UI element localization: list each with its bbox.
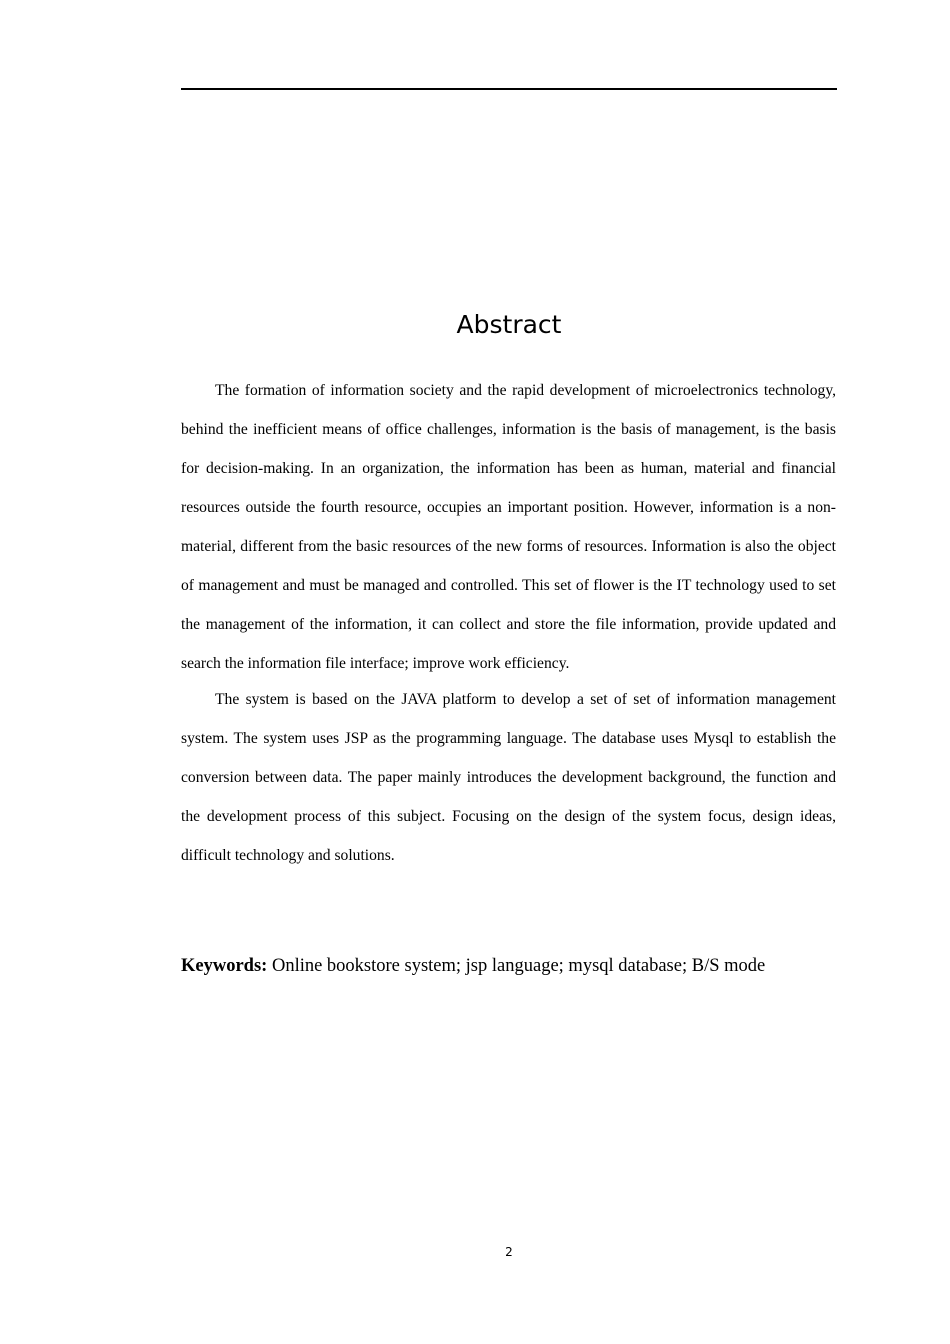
- abstract-title: Abstract: [456, 310, 562, 339]
- abstract-paragraph: The formation of information society and the rapid development of microelectronics technology, behind the inefficient means of office challenges, information is the basis of management, is the basis for decision-making. In an organization, the information has been as human, material and financial resources outside the fourth resource, occupies an important position. However, information is a non-material, different from the basic resources of the new forms of resources. Information is also the object of management and must be managed and controlled. This set of flower is the IT technology used to set the management of the information, it can collect and store the file information, provide updated and search the information file interface; improve work efficiency.: [181, 382, 836, 672]
- keywords-line: [181, 953, 841, 979]
- abstract-paragraph: The system is based on the JAVA platform to develop a set of set of information management system. The system uses JSP as the programming language. The database uses Mysql to establish the conversion between data. The paper mainly introduces the development background, the function and the development process of this subject. Focusing on the design of the system focus, design ideas, difficult technology and solutions.: [181, 691, 836, 864]
- page-number: 2: [505, 1245, 513, 1259]
- header-rule: [181, 88, 837, 90]
- keywords-text: Online bookstore system; jsp language; mysql database; B/S mode: [267, 956, 766, 976]
- abstract-body: [181, 371, 836, 875]
- keywords-label: Keywords:: [181, 956, 268, 976]
